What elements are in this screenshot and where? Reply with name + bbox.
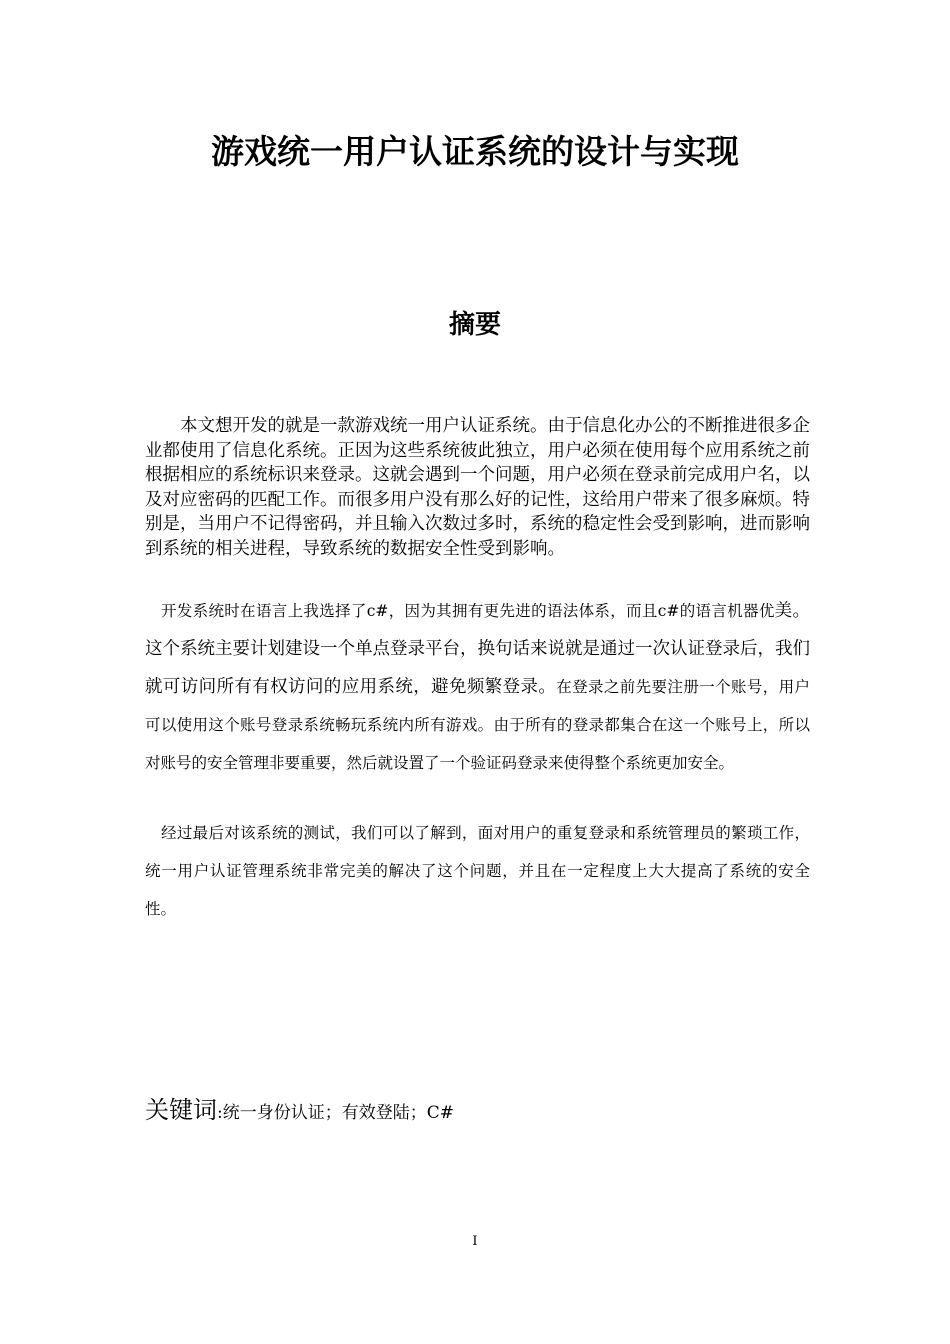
abstract-paragraph-2-part-3: 在登录之前先要注册一个账号，用户可以使用这个账号登录系统畅玩系统内所有游戏。由于所有的登录都集合在这一个账号上，所以对账号的安全管理非要重要，然后就设置了一个验证码登录来使得整个系统更加安全。 xyxy=(145,678,810,772)
keywords-line xyxy=(145,1090,810,1133)
abstract-paragraph-2 xyxy=(145,592,810,782)
page-number: I xyxy=(472,1234,478,1249)
keywords-label: 关键词 xyxy=(145,1096,217,1124)
abstract-paragraph-3: 经过最后对该系统的测试，我们可以了解到，面对用户的重复登录和系统管理员的繁琐工作，统一用户认证管理系统非常完美的解决了这个问题，并且在一定程度上大大提高了系统的安全性。 xyxy=(145,824,810,918)
abstract-paragraph-2-part-2: 美。这个系统主要计划建设一个单点登录平台，换句话来说就是通过一次认证登录后，我们就可访问所有有权访问的应用系统，避免频繁登录。 xyxy=(145,601,810,697)
keywords-separator: : xyxy=(217,1103,223,1123)
keywords-value: 统一身份认证；有效登陆；C# xyxy=(222,1103,454,1123)
document-title: 游戏统一用户认证系统的设计与实现 xyxy=(211,132,739,171)
abstract-paragraph-2-part-1: 开发系统时在语言上我选择了c#，因为其拥有更先进的语法体系，而且c#的语言机器优 xyxy=(161,602,775,620)
abstract-heading: 摘要 xyxy=(448,310,501,340)
abstract-paragraph-1: 本文想开发的就是一款游戏统一用户认证系统。由于信息化办公的不断推进很多企业都使用了信息化系统。正因为这些系统彼此独立，用户必须在使用每个应用系统之前根据相应的系统标识来登录。这就会遇到一个问题，用户必须在登录前完成用户名，以及对应密码的匹配工作。而很多用户没有那么好的记性，这给用户带来了很多麻烦。特别是，当用户不记得密码，并且输入次数过多时，系统的稳定性会受到影响，进而影响到系统的相关进程，导致系统的数据安全性受到影响。 xyxy=(145,416,810,559)
